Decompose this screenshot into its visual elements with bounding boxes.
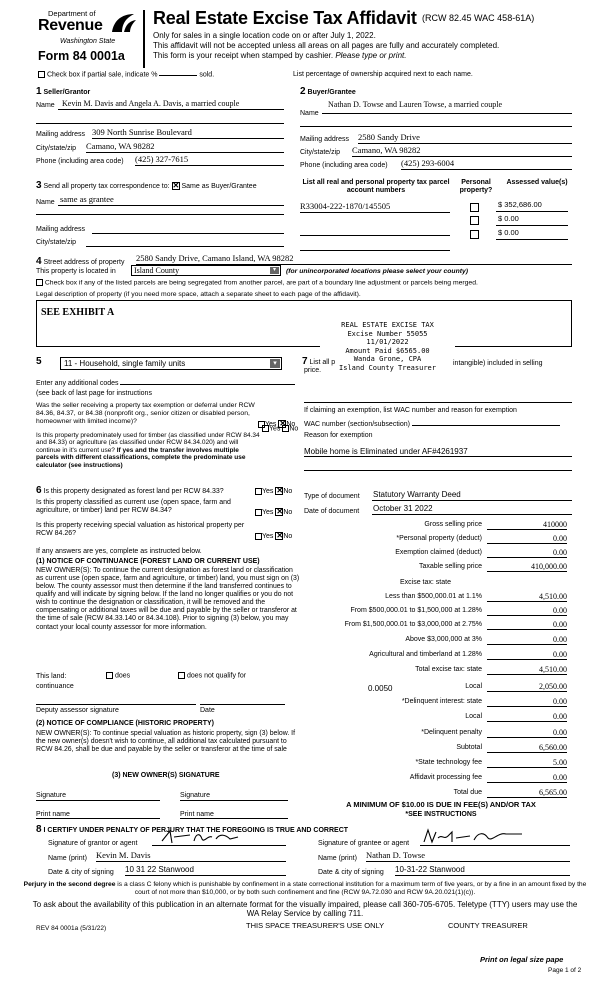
stamp-line: Excise Number 55055	[347, 329, 428, 338]
corr-mail-field[interactable]	[92, 223, 284, 234]
see-back-label: (see back of last page for instructions	[36, 390, 152, 397]
does-not-qualify-checkbox[interactable]	[178, 672, 185, 679]
form-title: Real Estate Excise Tax Affidavit	[153, 8, 417, 28]
continuance-label: continuance	[36, 683, 74, 690]
deputy-date-label: Date	[200, 707, 215, 714]
exemption-instruction: If claiming an exemption, list WAC number and reason for exemption	[304, 407, 517, 414]
use-code-select[interactable]	[60, 357, 282, 370]
corr-num: 3	[36, 180, 42, 191]
treasurer-use-label: THIS SPACE TREASURER'S USE ONLY	[246, 921, 385, 930]
grantor-name-field[interactable]: Kevin M. Davis	[96, 851, 286, 862]
dropdown-icon: ▾	[270, 359, 280, 368]
does-not-label: does not qualify for	[186, 672, 247, 680]
yes-label: Yes	[262, 487, 274, 495]
tax-value-field[interactable]: 2,050.00	[487, 682, 567, 692]
grantee-signature-field[interactable]	[420, 834, 570, 846]
wa-state-text: Washington State	[60, 38, 116, 45]
yes-label: Yes	[269, 425, 281, 433]
historic-no-checkbox[interactable]	[275, 532, 283, 540]
current-use-no-checkbox[interactable]	[275, 508, 283, 516]
tax-row: Exemption claimed (deduct) 0.00	[395, 548, 567, 557]
tax-row: *Delinquent interest: state 0.00	[401, 697, 567, 706]
tax-value-field[interactable]: 410000	[487, 520, 567, 530]
header-line3: This form is your receipt when stamped by cashier.	[153, 51, 334, 60]
forest-question: Is this property designated as forest land per RCW 84.33?	[43, 488, 224, 495]
partial-pct-field[interactable]	[159, 75, 197, 76]
corr-city-field[interactable]	[86, 236, 284, 247]
reason-label: Reason for exemption	[304, 432, 373, 439]
buyer-mail-label: Mailing address	[300, 136, 350, 143]
use-code-value: 11 - Household, single family units	[64, 359, 186, 368]
located-note: (for unincorporated locations please select your county)	[286, 268, 469, 275]
excise-state-label: Excise tax: state	[400, 579, 451, 586]
wac-label: WAC number (section/subsection)	[304, 421, 410, 428]
deputy-signature-label: Deputy assessor signature	[36, 707, 119, 714]
stamp-line: REAL ESTATE EXCISE TAX	[341, 321, 434, 329]
print-legal-note: Print on legal size pape	[480, 955, 564, 964]
revenue-text: Revenue	[38, 17, 103, 34]
sec7-label-a: List all p	[309, 359, 336, 366]
no-label: No	[283, 508, 293, 516]
no-label: No	[283, 487, 293, 495]
grantee-date-label: Date & city of signing	[318, 869, 384, 876]
corr-mail-label: Mailing address	[36, 226, 86, 233]
no-label: No	[289, 425, 299, 433]
does-label: does	[114, 672, 131, 680]
buyer-name-label: Name	[300, 110, 319, 117]
owner-print-name-label: Print name	[36, 811, 70, 818]
yes-label: Yes	[262, 508, 274, 516]
tax-row: From $1,500,000.01 to $3,000,000 at 2.75% 0.00	[344, 620, 567, 629]
grantee-name-field[interactable]: Nathan D. Towse	[366, 851, 570, 862]
tax-value-field[interactable]: 4,510.00	[487, 665, 567, 675]
buyer-phone-label: Phone (including area code)	[300, 162, 388, 169]
seller-city-label: City/state/zip	[36, 145, 77, 152]
buyer-name-field[interactable]: Nathan D. Towse and Lauren Towse, a married couple	[322, 100, 572, 114]
personal-property-checkbox[interactable]	[470, 216, 479, 225]
this-land-label: This land:	[36, 673, 67, 680]
tax-value-field[interactable]: 4,510.00	[487, 592, 567, 602]
seller-mail-label: Mailing address	[36, 131, 86, 138]
additional-codes-field[interactable]	[120, 384, 295, 385]
ownership-note: List percentage of ownership acquired next to each name.	[293, 71, 473, 78]
stamp-line: 11/01/2022	[366, 338, 409, 346]
dor-logo	[38, 10, 138, 50]
grantee-name-label: Name (print)	[318, 855, 357, 862]
page-number: Page 1 of 2	[548, 967, 582, 974]
yes-label: Yes	[265, 420, 277, 428]
tax-row: Taxable selling price 410,000.00	[418, 562, 567, 571]
parcel-header: List all real and personal property tax parcel account numbers	[302, 179, 450, 195]
sec7-num: 7	[302, 356, 308, 367]
grantor-date-field[interactable]: 10 31 22 Stanwood	[125, 865, 286, 876]
owner-signature-label: Signature	[36, 792, 66, 799]
historic-question: Is this property receiving special valuation as historical property per RCW 84.26?	[36, 522, 245, 538]
no-label: No	[283, 532, 293, 540]
local-rate[interactable]: 0.0050	[368, 684, 393, 693]
buyer-section: 2 Buyer/Grantee	[300, 86, 356, 97]
seller-phone-field[interactable]: (425) 327-7615	[135, 155, 284, 166]
form-number: Form 84 0001a	[38, 49, 125, 63]
corr-name-field[interactable]: same as grantee	[58, 195, 284, 206]
corr-city-label: City/state/zip	[36, 239, 77, 246]
certify-text: I CERTIFY UNDER PENALTY OF PERJURY THAT THE FOREGOING IS TRUE AND CORRECT	[43, 827, 349, 834]
tax-row: Agricultural and timberland at 1.28% 0.00	[369, 650, 567, 659]
additional-codes-label: Enter any additional codes	[36, 380, 119, 387]
see-instructions-note: *SEE INSTRUCTIONS	[405, 811, 477, 818]
tax-value-field[interactable]: 0.00	[487, 620, 567, 630]
tax-value-field[interactable]: 0.00	[487, 728, 567, 738]
sec6-num: 6	[36, 485, 42, 496]
dor-swoosh-icon	[108, 12, 138, 34]
tax-row: Local 2,050.00	[465, 682, 567, 691]
tax-value-field[interactable]: 0.00	[487, 650, 567, 660]
no-label: No	[286, 420, 296, 428]
county-value: Island County	[134, 266, 180, 275]
partial-sale-label: Check box if partial sale, indicate %	[46, 71, 158, 79]
buyer-phone-field[interactable]: (425) 293-6004	[401, 159, 572, 170]
notice-continuance-title: (1) NOTICE OF CONTINUANCE (FOREST LAND OR CURRENT USE)	[36, 558, 260, 565]
does-qualify-checkbox[interactable]	[106, 672, 113, 679]
header-line1: Only for sales in a single location code on or after July 1, 2022.	[153, 31, 376, 40]
sec7-label-b: price.	[304, 367, 322, 374]
grantee-signature-label: Signature of grantee or agent	[318, 840, 410, 847]
timber-yes-checkbox[interactable]	[262, 425, 269, 432]
partial-sold-label: sold.	[199, 71, 215, 79]
accessibility-note: To ask about the availability of this publication in an alternate format for the visually impaired, please call 360-705-6705. Teletype (TTY) users may use the WA Relay Service by calling 711.	[32, 900, 578, 919]
buyer-city-label: City/state/zip	[300, 149, 341, 156]
current-use-yes-checkbox[interactable]	[255, 509, 262, 516]
located-label: This property is located in	[36, 268, 116, 275]
parcel-field[interactable]	[300, 225, 450, 236]
stamp-line: Island County Treasurer	[339, 363, 436, 372]
same-as-buyer-checkbox[interactable]	[172, 182, 180, 190]
new-owner-signature-title: (3) NEW OWNER(S) SIGNATURE	[112, 772, 220, 779]
grantor-date-label: Date & city of signing	[48, 869, 114, 876]
partial-sale-checkbox[interactable]	[38, 71, 45, 78]
street-address-field[interactable]: 2580 Sandy Drive, Camano Island, WA 98282	[136, 254, 572, 265]
tax-value-field[interactable]: 0.00	[487, 635, 567, 645]
forest-no-checkbox[interactable]	[275, 487, 283, 495]
tax-row: *Delinquent penalty 0.00	[421, 728, 567, 737]
tax-value-field[interactable]: 0.00	[487, 697, 567, 707]
tax-value-field[interactable]: 0.00	[487, 534, 567, 544]
grantor-signature-image	[160, 829, 260, 845]
historic-yes-checkbox[interactable]	[255, 533, 262, 540]
doc-date-label: Date of document	[304, 508, 360, 515]
buyer-mail-field[interactable]: 2580 Sandy Drive	[358, 133, 572, 144]
owner-signature-label: Signature	[180, 792, 210, 799]
notice-compliance-title: (2) NOTICE OF COMPLIANCE (HISTORIC PROPERTY)	[36, 720, 214, 727]
seller-city-field[interactable]: Camano, WA 98282	[86, 142, 284, 153]
reason-field[interactable]: Mobile home is Eliminated under AF#4261937	[304, 447, 572, 457]
grantee-date-field[interactable]: 10-31-22 Stanwood	[395, 865, 570, 876]
corr-name-label: Name	[36, 199, 55, 206]
personal-property-checkbox[interactable]	[470, 203, 479, 212]
stamp-line: Amount Paid $6565.00	[345, 346, 430, 355]
tax-row: From $500,000.01 to $1,500,000 at 1.28% 0.00	[350, 606, 567, 615]
tax-row: Affidavit processing fee 0.00	[409, 773, 567, 782]
sec7-label-c: intangible) included in selling	[453, 360, 543, 367]
minimum-due-note: A MINIMUM OF $10.00 IS DUE IN FEE(S) AND/OR TAX	[346, 800, 536, 809]
sec5-num: 5	[36, 356, 42, 367]
perjury-warning: Perjury in the second degree is a class C felony which is punishable by confinement in a state correctional institution for a maximum term of five years, or by a fine in an amount fixed by the court of not more than $10,000, or by both such confinement and fine (RCW 9A.72.030 and RCW 9A.20.021(1)(c)).	[23, 881, 587, 896]
seller-section: 1 Seller/Grantor	[36, 86, 91, 97]
segregate-label: Check box if any of the listed parcels are being segregated from another parcel, are part of a boundary line adjustment or parcels being merged.	[44, 279, 478, 287]
tax-row: Above $3,000,000 at 3% 0.00	[405, 635, 567, 644]
header-line2: This affidavit will not be accepted unless all areas on all pages are fully and accurately completed.	[153, 41, 500, 50]
tax-value-field[interactable]: 6,565.00	[487, 788, 567, 798]
rev-number: REV 84 0001a (5/31/22)	[36, 925, 107, 932]
exemption-question: Was the seller receiving a property tax exemption or deferral under RCW 84.36, 84.37, or 84.38 (nonprofit org., senior citizen or disabled person, homeowner with limited income)?	[36, 402, 255, 425]
buyer-city-field[interactable]: Camano, WA 98282	[352, 146, 572, 157]
corr-label: Send all property tax correspondence to:	[43, 183, 170, 190]
timber-question: Is this property predominately used for timber (as classified under RCW 84.34 and 84.33) or agriculture (as classified under RCW 84.34.020) and will continue in it's current use?	[36, 432, 260, 454]
county-select[interactable]	[131, 265, 281, 276]
seller-name-field[interactable]: Kevin M. Davis and Angela A. Davis, a married couple	[58, 99, 284, 110]
segregate-checkbox[interactable]	[36, 279, 43, 286]
tax-row: Gross selling price 410000	[424, 520, 567, 529]
doc-date-field[interactable]: October 31 2022	[372, 504, 572, 515]
doc-type-field[interactable]: Statutory Warranty Deed	[372, 490, 572, 501]
tax-value-field[interactable]: 0.00	[487, 773, 567, 783]
legal-label: Legal description of property (if you need more space, attach a separate sheet to each page of the affidavit).	[36, 291, 361, 298]
grantor-name-label: Name (print)	[48, 855, 87, 862]
sec8-num: 8	[36, 824, 42, 835]
if-yes-note: If any answers are yes, complete as instructed below.	[36, 548, 202, 555]
form-rcw: (RCW 82.45 WAC 458-61A)	[422, 13, 535, 23]
stamp-line: Wanda Grone, CPA	[353, 355, 422, 363]
parcel-field[interactable]: R33004-222-1870/145505	[300, 202, 450, 213]
tax-row: *Personal property (deduct) 0.00	[396, 534, 567, 543]
tax-row: Total due 6,565.00	[453, 788, 567, 797]
owner-print-name-label: Print name	[180, 811, 214, 818]
personal-property-checkbox[interactable]	[470, 230, 479, 239]
street-label: Street address of property	[43, 259, 125, 266]
perjury-text: is a class C felony which is punishable by confinement in a state correctional institution for a maximum term of five years, or by a fine in an amount fixed by the court of not more than $10,000, or by both such confinement and fine (RCW 9A.72.030 and RCW 9A.20.021(1)(c)).	[117, 881, 587, 896]
header-line3b: Please type or print.	[335, 51, 407, 60]
current-use-question: Is this property classified as current use (open space, farm and agriculture, or timber) land per RCW 84.34?	[36, 499, 231, 515]
corr-same-label: Same as Buyer/Grantee	[181, 183, 257, 190]
timber-question-note: If yes and the transfer involves multiple parcels with different classifications, complete the predominate use calculator (see instructions)	[36, 446, 246, 469]
tax-value-field[interactable]: 0.00	[487, 712, 567, 722]
personal-property-header: Personal property?	[459, 179, 493, 195]
county-treasurer-label: COUNTY TREASURER	[448, 921, 528, 930]
dept-of-text: Department of	[48, 9, 96, 18]
assessed-value-field[interactable]: $ 0.00	[496, 215, 568, 226]
tax-row: Local 0.00	[465, 712, 567, 721]
dropdown-icon: ▾	[270, 267, 279, 274]
doc-type-label: Type of document	[304, 493, 360, 500]
seller-phone-label: Phone (including area code)	[36, 158, 124, 165]
street-num: 4	[36, 256, 42, 267]
grantor-signature-label: Signature of grantor or agent	[48, 840, 138, 847]
tax-row: Total excise tax: state 4,510.00	[415, 665, 567, 674]
seller-mail-field[interactable]: 309 North Sunrise Boulevard	[92, 128, 284, 139]
tax-row: Subtotal 6,560.00	[456, 743, 567, 752]
notice-compliance-text: NEW OWNER(S): To continue special valuation as historic property, sign (3) below. If the new owner(s) doesn't wish to continue, all additional tax calculated pursuant to RCW 84.26, shall be due and payable by the seller or transferor at the time of sale	[36, 730, 296, 754]
grantor-signature-field[interactable]	[152, 834, 286, 846]
legal-description-box[interactable]	[36, 300, 572, 347]
header-divider	[143, 10, 145, 68]
assessed-value-header: Assessed value(s)	[506, 179, 568, 186]
treasurer-stamp	[320, 320, 455, 372]
tax-value-field[interactable]: 0.00	[487, 548, 567, 558]
seller-name-label: Name	[36, 102, 55, 109]
assessed-value-field[interactable]: $ 352,686.00	[496, 201, 568, 212]
wac-field[interactable]	[412, 425, 560, 426]
tax-value-field[interactable]: 6,560.00	[487, 743, 567, 753]
parcel-field[interactable]	[300, 240, 450, 251]
yes-label: Yes	[262, 532, 274, 540]
tax-value-field[interactable]: 5.00	[487, 758, 567, 768]
tax-value-field[interactable]: 410,000.00	[487, 562, 567, 572]
tax-row: *State technology fee 5.00	[415, 758, 567, 767]
grantee-signature-image	[422, 828, 532, 844]
forest-yes-checkbox[interactable]	[255, 488, 262, 495]
assessed-value-field[interactable]: $ 0.00	[496, 229, 568, 240]
notice-continuance-text: NEW OWNER(S): To continue the current designation as forest land or classification as current use (open space, farm and agriculture, or timber) land, you must sign on (3) below. The county assessor must then determine if the land transferred continues to qualify and will indicate by signing below. If the land no longer qualifies or you do not wish to continue the designation or classification, it will be removed and the compensating or additional taxes will be due and payable by the seller or transferor at the time of sale (RCW 84.33.140 or 84.34.108). Prior to signing (3) below, you may contact your local county assessor for more information.	[36, 567, 300, 631]
see-exhibit-text: SEE EXHIBIT A	[41, 307, 115, 318]
tax-row: Less than $500,000.01 at 1.1% 4,510.00	[385, 592, 567, 601]
tax-value-field[interactable]: 0.00	[487, 606, 567, 616]
